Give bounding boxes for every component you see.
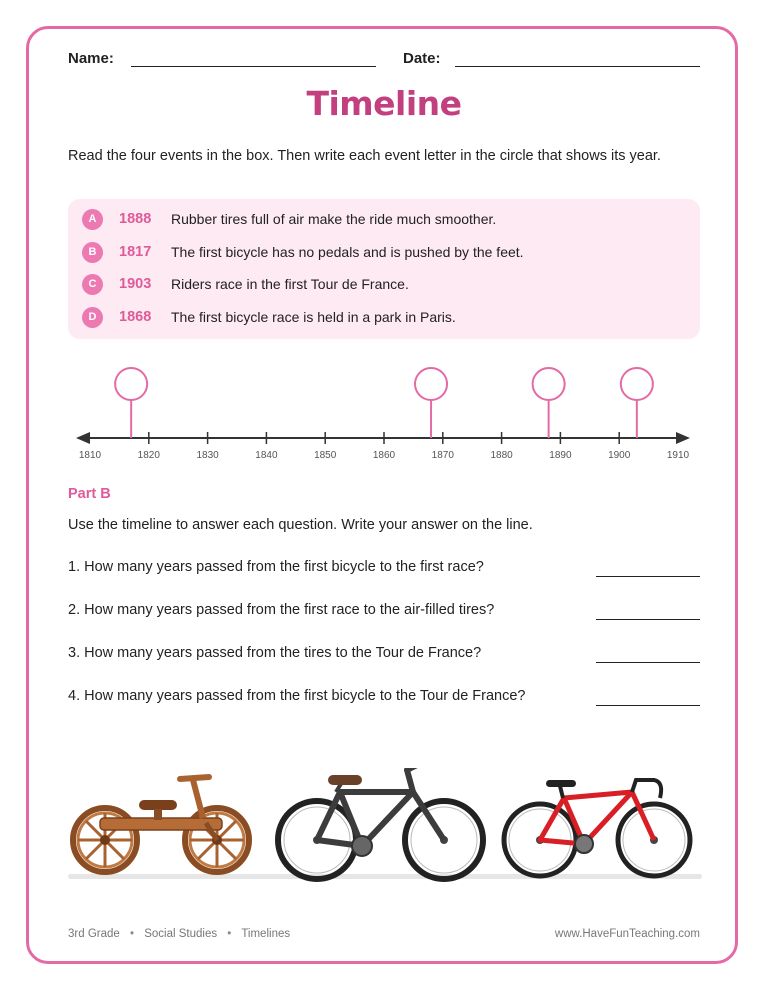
timeline-tick-label: 1830 <box>196 450 219 461</box>
timeline-answer-circle[interactable] <box>115 368 147 400</box>
timeline-tick-label: 1860 <box>372 450 396 461</box>
footer-bullet: • <box>227 928 232 940</box>
events-box <box>68 199 700 339</box>
timeline-tick-label: 1840 <box>255 450 278 461</box>
ground-shadow <box>68 874 702 879</box>
timeline-right-arrow <box>676 432 690 444</box>
question-1: 1. How many years passed from the first bicycle to the first race? <box>68 559 484 575</box>
timeline-answer-circle[interactable] <box>533 368 565 400</box>
red-bicycle-icon <box>504 780 690 876</box>
event-item <box>82 305 456 329</box>
question-3: 3. How many years passed from the tires to the Tour de France? <box>68 645 482 661</box>
event-description: Riders race in the first Tour de France. <box>171 276 409 292</box>
footer-topic: Timelines <box>241 928 291 940</box>
event-letter-badge: B <box>82 242 103 263</box>
event-description: Rubber tires full of air make the ride much smoother. <box>171 211 497 227</box>
answer-line-1[interactable] <box>596 576 700 577</box>
part-b-instructions: Use the timeline to answer each question. Write your answer on the line. <box>68 517 533 533</box>
black-bicycle-icon <box>278 768 483 879</box>
timeline-tick-label: 1810 <box>78 450 102 461</box>
event-year: 1903 <box>119 276 152 292</box>
timeline <box>0 360 768 470</box>
timeline-left-arrow <box>76 432 90 444</box>
answer-line-3[interactable] <box>596 662 700 663</box>
timeline-tick-label: 1870 <box>431 450 454 461</box>
name-line[interactable] <box>131 66 376 67</box>
event-letter-badge: D <box>82 307 103 328</box>
timeline-tick-label: 1880 <box>490 450 513 461</box>
name-label: Name: <box>68 50 114 67</box>
footer-grade: 3rd Grade <box>68 928 120 940</box>
event-item <box>82 240 524 264</box>
timeline-tick-label: 1910 <box>666 450 690 461</box>
page-title: Timeline <box>306 84 462 123</box>
timeline-answer-circle[interactable] <box>415 368 447 400</box>
event-item <box>82 272 409 296</box>
event-description: The first bicycle has no pedals and is pushed by the feet. <box>171 244 524 260</box>
event-item <box>82 207 496 231</box>
event-year: 1868 <box>119 309 152 325</box>
event-letter-badge: C <box>82 274 103 295</box>
footer-bullet: • <box>129 928 135 940</box>
timeline-tick-label: 1900 <box>608 450 631 461</box>
answer-line-2[interactable] <box>596 619 700 620</box>
question-2: 2. How many years passed from the first race to the air-filled tires? <box>68 602 495 618</box>
answer-line-4[interactable] <box>596 705 700 706</box>
timeline-tick-label: 1850 <box>314 450 337 461</box>
date-line[interactable] <box>455 66 700 67</box>
bicycle-illustrations <box>66 768 706 884</box>
timeline-tick-label: 1890 <box>549 450 572 461</box>
timeline-answer-circle[interactable] <box>621 368 653 400</box>
footer-breadcrumb <box>68 928 290 940</box>
event-year: 1817 <box>119 244 152 260</box>
question-4: 4. How many years passed from the first bicycle to the Tour de France? <box>68 688 526 704</box>
event-year: 1888 <box>119 211 152 227</box>
date-label: Date: <box>403 50 441 67</box>
footer-website[interactable]: www.HaveFunTeaching.com <box>554 928 700 940</box>
instructions-text: Read the four events in the box. Then write each event letter in the circle that shows its year. <box>68 148 661 164</box>
wooden-bicycle-icon <box>73 777 249 872</box>
event-description: The first bicycle race is held in a park in Paris. <box>171 309 456 325</box>
footer-subject: Social Studies <box>144 928 218 940</box>
timeline-tick-label: 1820 <box>137 450 160 461</box>
part-b-heading: Part B <box>68 486 111 502</box>
event-letter-badge: A <box>82 209 103 230</box>
